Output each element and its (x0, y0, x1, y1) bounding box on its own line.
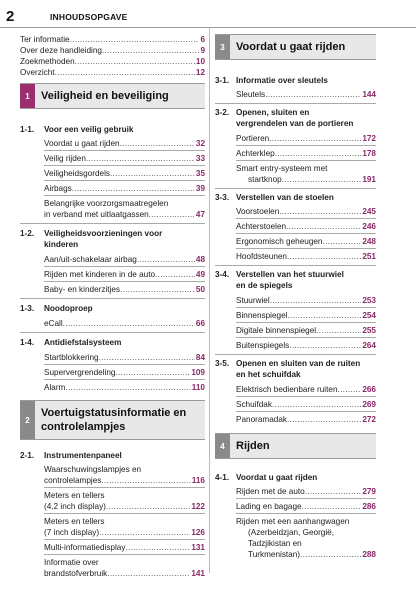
toc-entry[interactable]: (7 inch display) ..... 126 (44, 527, 205, 538)
toc-entry[interactable]: Ter informatie ..... 6 (20, 34, 205, 45)
subsection-number: 3-1. (215, 76, 230, 85)
toc-entry[interactable]: Elektrisch bedienbare ruiten ..... 266 (236, 384, 376, 395)
toc-entry[interactable]: in verband met uitlaatgassen ..... 47 (44, 209, 205, 220)
column-divider (209, 28, 210, 573)
subsection-number: 4-1. (215, 473, 230, 482)
toc-entry-line: Rijden met een aanhangwagen (236, 517, 350, 526)
divider (20, 298, 205, 299)
subsection-title[interactable]: Instrumentenpaneel (44, 451, 122, 460)
subsection-title[interactable]: Informatie over sleutels (236, 76, 328, 85)
toc-entry[interactable]: eCall ..... 66 (44, 318, 205, 329)
divider (215, 265, 376, 266)
toc-entry-line: (Azerbeidzjan, Georgië, (248, 528, 335, 537)
section-number: 2 (20, 401, 35, 439)
subsection-number: 1-3. (20, 304, 35, 313)
subsection-title[interactable]: Openen, sluiten en (236, 108, 310, 117)
subsection-title[interactable]: Voordat u gaat rijden (236, 473, 318, 482)
toc-entry[interactable]: Rijden met kinderen in de auto ..... 49 (44, 269, 205, 280)
divider (236, 337, 376, 338)
toc-entry[interactable]: Hoofdsteunen ..... 251 (236, 251, 376, 262)
toc-entry[interactable]: Ergonomisch geheugen ..... 248 (236, 236, 376, 247)
divider (236, 248, 376, 249)
subsection-title[interactable]: Veiligheidsvoorzieningen voor (44, 229, 163, 238)
toc-entry[interactable]: Startblokkering ..... 84 (44, 352, 205, 363)
divider (236, 218, 376, 219)
divider (44, 266, 205, 267)
divider (44, 487, 205, 488)
subsection-number: 3-4. (215, 270, 230, 279)
top-rule (0, 27, 416, 28)
toc-entry[interactable]: Schuifdak ..... 269 (236, 399, 376, 410)
toc-entry[interactable]: Digitale binnenspiegel ..... 255 (236, 325, 376, 336)
page-number: 2 (6, 8, 15, 25)
section-header-4[interactable] (215, 433, 376, 459)
toc-entry[interactable]: Zoekmethoden ..... 10 (20, 56, 205, 67)
toc-entry[interactable]: Panoramadak ..... 272 (236, 414, 376, 425)
subsection-title[interactable]: Noodoproep (44, 304, 93, 313)
subsection-title[interactable]: vergrendelen van de portieren (236, 119, 354, 128)
toc-entry[interactable]: brandstofverbruik ..... 141 (44, 568, 205, 579)
toc-entry[interactable]: Airbags ..... 39 (44, 183, 205, 194)
toc-entry[interactable]: controlelampjes ..... 116 (44, 475, 205, 486)
section-header-2[interactable] (20, 400, 205, 440)
section-number: 1 (20, 84, 35, 108)
toc-entry-line: Informatie over (44, 558, 99, 567)
toc-entry[interactable]: Stuurwiel ..... 253 (236, 295, 376, 306)
divider (236, 307, 376, 308)
toc-entry-line: Smart entry-systeem met (236, 164, 328, 173)
divider (44, 554, 205, 555)
section-title: Veiligheid en beveiliging (41, 90, 169, 102)
toc-entry[interactable]: Aan/uit-schakelaar airbag ..... 48 (44, 254, 205, 265)
section-header-1[interactable] (20, 83, 205, 109)
divider (236, 233, 376, 234)
divider (236, 160, 376, 161)
divider (215, 354, 376, 355)
toc-entry[interactable]: Alarm ..... 110 (44, 382, 205, 393)
toc-entry[interactable]: Achterklep ..... 178 (236, 148, 376, 159)
subsection-title[interactable]: kinderen (44, 240, 79, 249)
divider (44, 150, 205, 151)
divider (44, 195, 205, 196)
toc-entry[interactable]: (4,2 inch display) ..... 122 (44, 501, 205, 512)
subsection-number: 1-4. (20, 338, 35, 347)
divider (236, 411, 376, 412)
divider (236, 513, 376, 514)
subsection-title[interactable]: Verstellen van de stoelen (236, 193, 334, 202)
section-title: Rijden (236, 440, 270, 452)
toc-entry[interactable]: Achterstoelen ..... 246 (236, 221, 376, 232)
toc-entry[interactable]: Baby- en kinderzitjes ..... 50 (44, 284, 205, 295)
divider (44, 180, 205, 181)
subsection-number: 2-1. (20, 451, 35, 460)
subsection-number: 1-1. (20, 125, 35, 134)
divider (44, 513, 205, 514)
toc-entry[interactable]: startknop ..... 191 (248, 174, 376, 185)
section-title: Voertuigstatusinformatie en (41, 407, 187, 419)
divider (20, 332, 205, 333)
divider (44, 165, 205, 166)
divider (215, 188, 376, 189)
section-header-3[interactable] (215, 34, 376, 60)
divider (236, 498, 376, 499)
subsection-title[interactable]: en het schuifdak (236, 370, 301, 379)
subsection-number: 3-5. (215, 359, 230, 368)
toc-entry[interactable]: Multi-informatiedisplay ..... 131 (44, 542, 205, 553)
divider (236, 145, 376, 146)
toc-entry-line: Waarschuwingslampjes en (44, 465, 142, 474)
toc-entry[interactable]: Voorstoelen ..... 245 (236, 206, 376, 217)
subsection-title[interactable]: Voor een veilig gebruik (44, 125, 134, 134)
subsection-number: 3-2. (215, 108, 230, 117)
divider (44, 281, 205, 282)
toc-entry[interactable]: Voordat u gaat rijden ..... 32 (44, 138, 205, 149)
toc-entry[interactable]: Portieren ..... 172 (236, 133, 376, 144)
toc-entry[interactable]: Turkmenistan) ..... 288 (248, 549, 376, 560)
toc-entry[interactable]: Overzicht ..... 12 (20, 67, 205, 78)
section-number: 4 (215, 434, 230, 458)
divider (44, 364, 205, 365)
toc-entry[interactable]: Rijden met de auto ..... 279 (236, 486, 376, 497)
toc-entry-line: Belangrijke voorzorgsmaatregelen (44, 199, 169, 208)
toc-entry[interactable]: Veilig rijden ..... 33 (44, 153, 205, 164)
subsection-title[interactable]: Openen en sluiten van de ruiten (236, 359, 361, 368)
toc-entry-line: Meters en tellers (44, 517, 105, 526)
toc-entry[interactable]: Binnenspiegel ..... 254 (236, 310, 376, 321)
toc-entry[interactable]: Supervergrendeling ..... 109 (44, 367, 205, 378)
section-number: 3 (215, 35, 230, 59)
divider (236, 322, 376, 323)
subsection-title[interactable]: Antidiefstalsysteem (44, 338, 122, 347)
toc-entry[interactable]: Veiligheidsgordels ..... 35 (44, 168, 205, 179)
divider (44, 379, 205, 380)
divider (215, 103, 376, 104)
subsection-title[interactable]: en de spiegels (236, 281, 293, 290)
toc-entry[interactable]: Buitenspiegels ..... 264 (236, 340, 376, 351)
page-title: INHOUDSOPGAVE (50, 12, 128, 22)
divider (44, 539, 205, 540)
toc-entry-line: Tadzjikistan en (248, 539, 302, 548)
section-title: controlelampjes (41, 421, 126, 433)
toc-entry[interactable]: Over deze handleiding ..... 9 (20, 45, 205, 56)
divider (236, 396, 376, 397)
subsection-title[interactable]: Verstellen van het stuurwiel (236, 270, 344, 279)
section-title: Voordat u gaat rijden (236, 41, 346, 53)
divider (20, 223, 205, 224)
subsection-number: 1-2. (20, 229, 35, 238)
toc-entry[interactable]: Sleutels ..... 144 (236, 89, 376, 100)
subsection-number: 3-3. (215, 193, 230, 202)
toc-entry-line: Meters en tellers (44, 491, 105, 500)
toc-entry[interactable]: Lading en bagage ..... 286 (236, 501, 376, 512)
